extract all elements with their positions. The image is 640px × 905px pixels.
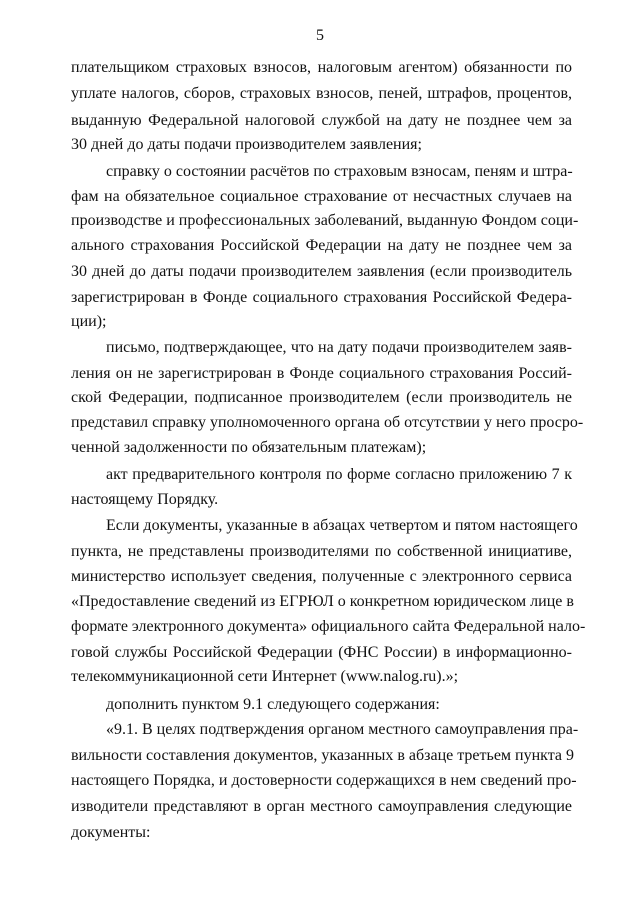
- paragraph-first-line: «9.1. В целях подтверждения органом местного самоуправления пра-: [106, 721, 579, 738]
- text-line: ального страхования Российской Федерации на дату не позднее чем за: [71, 237, 572, 254]
- text-line: пункта, не представлены производителями по собственной инициативе,: [71, 543, 572, 560]
- text-line: представил справку уполномоченного органа об отсутствии у него просро-: [71, 414, 584, 431]
- paragraph-first-line: Если документы, указанные в абзацах четвертом и пятом настоящего: [106, 517, 578, 534]
- paragraph-first-line: письмо, подтверждающее, что на дату подачи производителем заяв-: [106, 339, 572, 356]
- text-line: зарегистрирован в Фонде социального страхования Российской Федера-: [71, 289, 572, 306]
- text-line: телекоммуникационной сети Интернет (www.nalog.ru).»;: [71, 668, 459, 685]
- text-line: изводители представляют в орган местного самоуправления следующие: [71, 798, 572, 815]
- text-line: ченной задолженности по обязательным платежам);: [71, 439, 427, 456]
- text-line: министерство использует сведения, полученные с электронного сервиса: [71, 568, 572, 585]
- text-line: производстве и профессиональных заболеваний, выданную Фондом соци-: [71, 212, 579, 229]
- text-line: плательщиком страховых взносов, налоговым агентом) обязанности по: [71, 59, 572, 76]
- text-line: документы:: [71, 824, 151, 841]
- paragraph-first-line: дополнить пунктом 9.1 следующего содержания:: [106, 696, 440, 713]
- text-line: выданную Федеральной налоговой службой на дату не позднее чем за: [71, 112, 572, 129]
- paragraph-first-line: справку о состоянии расчётов по страховым взносам, пеням и штра-: [106, 163, 573, 180]
- text-line: 30 дней до даты подачи производителем заявления (если производитель: [71, 263, 572, 280]
- text-line: ления он не зарегистрирован в Фонде социального страхования Россий-: [71, 365, 572, 382]
- text-line: формате электронного документа» официального сайта Федеральной нало-: [71, 618, 586, 635]
- text-line: фам на обязательное социальное страхование от несчастных случаев на: [71, 188, 572, 205]
- text-line: 30 дней до даты подачи производителем заявления;: [71, 136, 422, 153]
- page-number: 5: [316, 27, 324, 44]
- text-line: «Предоставление сведений из ЕГРЮЛ о конкретном юридическом лице в: [71, 593, 574, 610]
- text-line: вильности составления документов, указанных в абзаце третьем пункта 9: [71, 747, 575, 764]
- text-line: настоящему Порядку.: [71, 491, 219, 508]
- text-line: уплате налогов, сборов, страховых взносов, пеней, штрафов, процентов,: [71, 85, 572, 102]
- text-line: ской Федерации, подписанное производителем (если производитель не: [71, 389, 572, 406]
- text-line: настоящего Порядка, и достоверности содержащихся в нем сведений про-: [71, 772, 577, 789]
- text-line: говой службы Российской Федерации (ФНС России) в информационно-: [71, 644, 572, 661]
- text-line: ции);: [71, 313, 107, 330]
- paragraph-first-line: акт предварительного контроля по форме согласно приложению 7 к: [106, 466, 572, 483]
